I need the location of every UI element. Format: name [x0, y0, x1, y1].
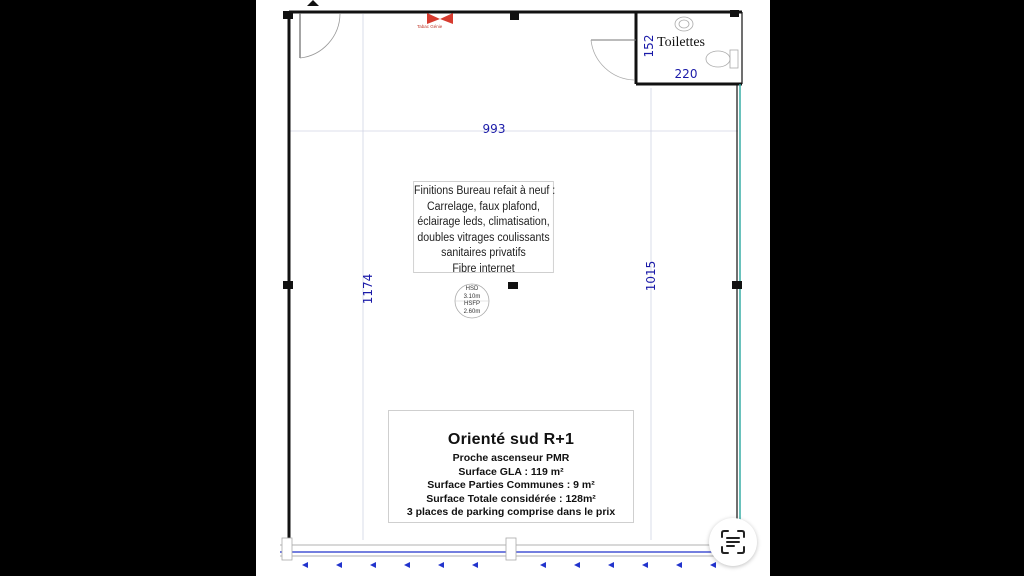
info-line-3: Surface Parties Communes : 9 m² — [427, 479, 595, 491]
brand-label: Tabac Génie — [417, 24, 443, 29]
dim-height-left: 1174 — [361, 273, 375, 305]
bottom-glazing — [280, 538, 734, 568]
finitions-line-5: sanitaires privatifs — [441, 247, 526, 260]
entry-door — [300, 0, 340, 58]
dim-toilet-height: 152 — [642, 34, 656, 58]
ceiling-line-3: HSFP — [463, 301, 480, 307]
finitions-line-3: éclairage leds, climatisation, — [417, 216, 550, 229]
north-arrow-icon — [307, 0, 319, 6]
info-title: Orienté sud R+1 — [447, 431, 575, 448]
room-label-toilettes: Toilettes — [657, 35, 706, 50]
ceiling-line-4: 2.60m — [463, 308, 481, 315]
dim-height-right: 1015 — [644, 260, 658, 292]
brand-logo — [427, 13, 453, 24]
scan-text-button[interactable] — [709, 518, 757, 566]
info-line-2: Surface GLA : 119 m² — [458, 465, 564, 478]
info-line-1: Proche ascenseur PMR — [452, 452, 570, 464]
info-line-4: Surface Totale considérée : 128m² — [426, 492, 596, 505]
floor-plan-sheet — [256, 0, 770, 576]
dim-width-total: 993 — [482, 122, 506, 136]
ceiling-line-1: HSD — [465, 286, 479, 292]
scan-text-icon — [719, 528, 747, 556]
dim-toilet-width: 220 — [674, 67, 698, 81]
property-info-box — [388, 410, 634, 523]
finitions-line-2: Carrelage, faux plafond, — [427, 200, 540, 213]
ceiling-line-2: 3.10m — [463, 293, 481, 300]
ceiling-height-text — [456, 286, 488, 316]
finitions-line-4: doubles vitrages coulissants — [417, 231, 550, 244]
info-line-5: 3 places de parking comprise dans le prix — [406, 506, 616, 518]
finitions-line-6: Fibre internet — [452, 262, 515, 275]
finitions-line-1: Finitions Bureau refait à neuf : — [414, 185, 556, 197]
toilet-door — [591, 40, 636, 80]
finitions-note — [413, 181, 554, 273]
